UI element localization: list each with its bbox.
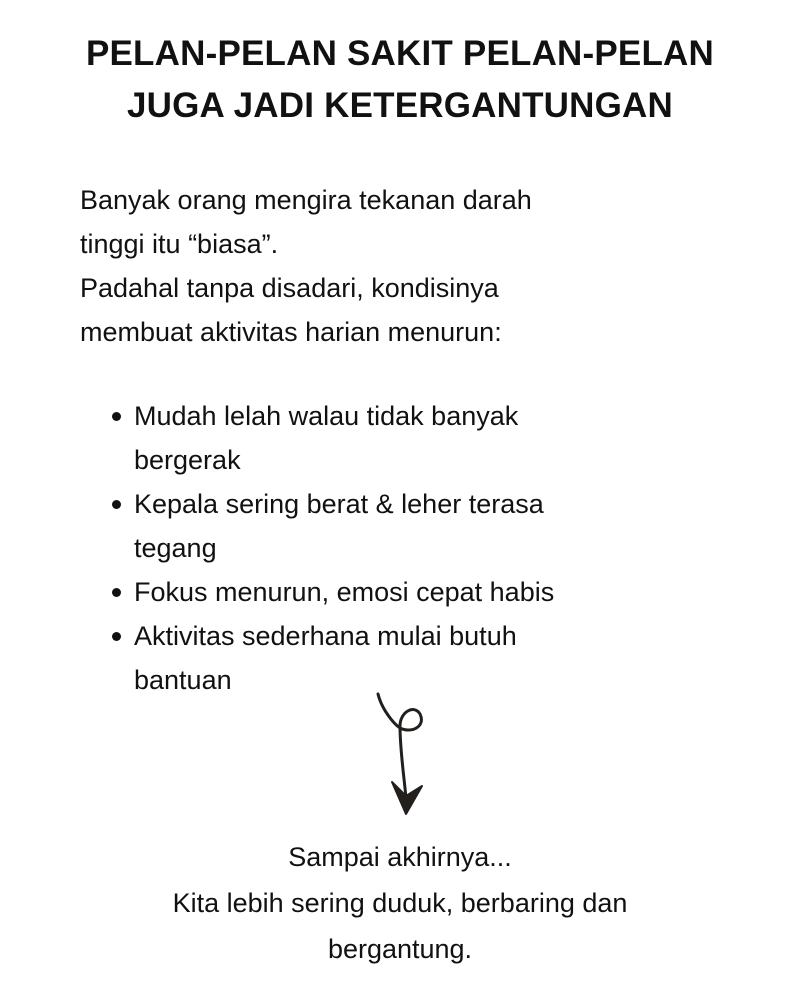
bullet-dot-icon — [112, 588, 121, 597]
list-item-line: Kepala sering berat & leher terasa — [134, 489, 544, 519]
intro-line-2: tinggi itu “biasa”. — [80, 229, 279, 259]
closing-line-2: Kita lebih sering duduk, berbaring dan — [172, 888, 628, 918]
symptom-list — [80, 394, 740, 702]
curly-arrow-down-icon — [360, 690, 440, 820]
list-item — [80, 614, 740, 702]
list-item — [80, 570, 740, 614]
intro-line-3: Padahal tanpa disadari, kondisinya — [80, 273, 499, 303]
list-item-line: bergerak — [134, 445, 241, 475]
intro-line-1: Banyak orang mengira tekanan darah — [80, 185, 532, 215]
page-title — [0, 28, 800, 132]
title-line-2: JUGA JADI KETERGANTUNGAN — [126, 86, 674, 125]
list-item-line: bantuan — [134, 665, 232, 695]
list-item-line: tegang — [134, 533, 217, 563]
bullet-dot-icon — [112, 412, 121, 421]
list-item — [80, 482, 740, 570]
intro-line-4: membuat aktivitas harian menurun: — [80, 317, 502, 347]
closing-line-1: Sampai akhirnya... — [288, 842, 512, 872]
bullet-dot-icon — [112, 632, 121, 641]
list-item-line: Mudah lelah walau tidak banyak — [134, 401, 519, 431]
list-item-line: Fokus menurun, emosi cepat habis — [134, 577, 555, 607]
list-item — [80, 394, 740, 482]
title-line-1: PELAN-PELAN SAKIT PELAN-PELAN — [85, 34, 715, 73]
intro-paragraph — [80, 178, 740, 354]
closing-line-3: bergantung. — [327, 934, 473, 964]
list-item-line: Aktivitas sederhana mulai butuh — [134, 621, 517, 651]
bullet-dot-icon — [112, 500, 121, 509]
closing-paragraph — [0, 834, 800, 972]
